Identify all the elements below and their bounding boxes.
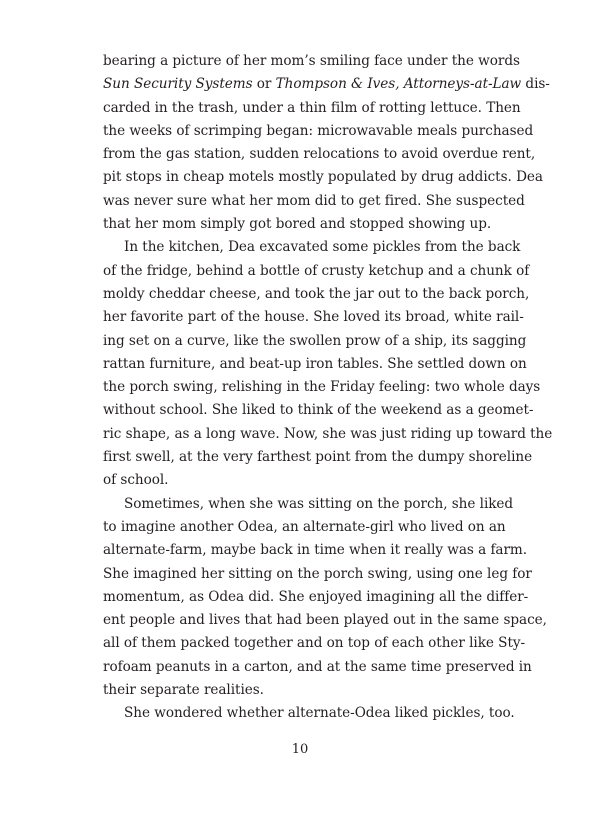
text-segment: the porch swing, relishing in the Friday feeling: two whole days — [103, 379, 541, 396]
text-line — [103, 586, 529, 609]
text-line — [103, 399, 534, 422]
text-segment: carded in the trash, under a thin film of rotting lettuce. Then — [103, 99, 521, 116]
text-segment: She wondered whether alternate-Odea liked pickles, too. — [124, 705, 515, 722]
italic-title: Sun Security Systems — [103, 76, 253, 93]
text-line — [103, 120, 534, 143]
text-segment: rattan furniture, and beat-up iron tables. She settled down on — [103, 355, 527, 372]
text-line — [103, 353, 527, 376]
text-line — [103, 446, 533, 469]
text-line — [103, 656, 532, 679]
text-segment: dis- — [521, 76, 550, 93]
text-segment: from the gas station, sudden relocations to avoid overdue rent, — [103, 146, 536, 163]
text-segment: the weeks of scrimping began: microwavable meals purchased — [103, 122, 534, 139]
text-line — [103, 306, 524, 329]
text-line — [103, 632, 526, 655]
body-text — [103, 50, 553, 726]
text-segment: or — [252, 76, 276, 93]
text-segment: was never sure what her mom did to get fired. She suspected — [103, 192, 525, 209]
paragraph — [103, 702, 515, 725]
text-line — [103, 493, 514, 516]
text-line — [103, 516, 506, 539]
text-segment: ent people and lives that had been played out in the same space, — [103, 612, 547, 629]
text-segment: their separate realities. — [103, 682, 264, 699]
text-line — [103, 609, 547, 632]
text-segment: first swell, at the very farthest point from the dumpy shoreline — [103, 449, 533, 466]
text-line — [103, 190, 525, 213]
paragraph — [103, 236, 553, 492]
text-segment: bearing a picture of her mom’s smiling face under the words — [103, 53, 520, 69]
text-segment: moldy cheddar cheese, and took the jar out to the back porch, — [103, 285, 530, 302]
text-segment: pit stops in cheap motels mostly populated by drug addicts. Dea — [103, 169, 543, 186]
text-line — [103, 166, 543, 189]
text-line — [103, 143, 536, 166]
text-line — [103, 679, 497, 702]
text-line — [103, 283, 530, 306]
text-line — [103, 260, 530, 283]
text-segment: Sometimes, when she was sitting on the porch, she liked — [124, 495, 514, 512]
text-segment: her favorite part of the house. She loved its broad, white rail- — [103, 309, 524, 326]
paragraph — [103, 493, 547, 703]
text-segment: to imagine another Odea, an alternate-girl who lived on an — [103, 518, 506, 535]
text-line — [103, 73, 550, 96]
text-line — [103, 213, 497, 236]
text-line — [103, 702, 515, 725]
text-line — [103, 469, 497, 492]
text-segment: of school. — [103, 472, 169, 489]
text-segment: ing set on a curve, like the swollen prow of a ship, its sagging — [103, 332, 527, 349]
text-segment: without school. She liked to think of the weekend as a geomet- — [103, 402, 534, 419]
italic-title: Thompson & Ives, Attorneys-at-Law — [275, 76, 522, 93]
text-line — [103, 423, 553, 446]
text-line — [103, 376, 541, 399]
text-segment: rofoam peanuts in a carton, and at the same time preserved in — [103, 658, 532, 675]
text-line — [103, 97, 521, 120]
text-segment: alternate-farm, maybe back in time when it really was a farm. — [103, 542, 528, 559]
text-segment: ric shape, as a long wave. Now, she was just riding up toward the — [103, 425, 553, 442]
text-line — [103, 50, 520, 73]
text-segment: that her mom simply got bored and stopped showing up. — [103, 216, 492, 233]
text-segment: of the fridge, behind a bottle of crusty ketchup and a chunk of — [103, 262, 530, 279]
text-segment: She imagined her sitting on the porch swing, using one leg for — [103, 565, 532, 582]
text-segment: In the kitchen, Dea excavated some pickles from the back — [124, 239, 521, 256]
paragraph — [103, 50, 550, 236]
text-line — [103, 539, 528, 562]
text-line — [103, 236, 521, 259]
text-segment: momentum, as Odea did. She enjoyed imagining all the differ- — [103, 588, 529, 605]
text-line — [103, 563, 532, 586]
page-number: 10 — [291, 742, 309, 757]
text-segment: all of them packed together and on top of each other like Sty- — [103, 635, 526, 652]
text-line — [103, 330, 527, 353]
